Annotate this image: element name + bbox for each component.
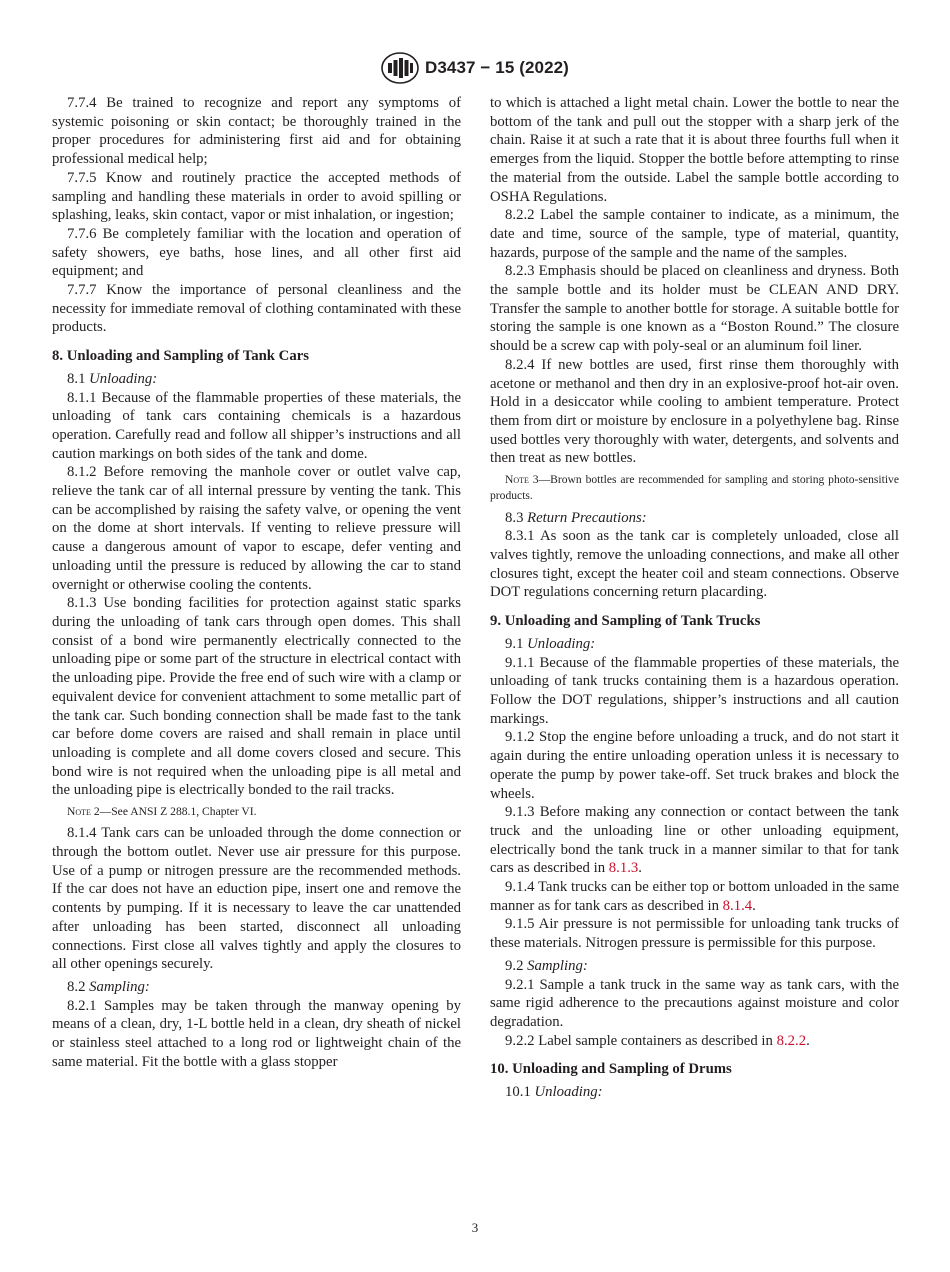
note-3: Note 3—Brown bottles are recommended for sampling and storing photo-sensitive products. (490, 473, 899, 503)
paragraph-8-2-2: 8.2.2 Label the sample container to indicate, as a minimum, the date and time, source of the sample, type of material, quantity, hazards, purpose of the sample and the name of the samples. (490, 207, 899, 261)
subsection-8-1: 8.1 Unloading: (67, 370, 158, 387)
paragraph-9-1-5: 9.1.5 Air pressure is not permissible for unloading tank trucks of these materials. Nitrogen pressure is permissible for this purpose. (490, 916, 899, 952)
paragraph-8-1-1: 8.1.1 Because of the flammable properties of these materials, the unloading of tank cars containing chemicals is a hazardous operation. Carefully read and follow all shipper’s instructions and all caution markings on both sides of the tank and dome. (52, 389, 461, 462)
paragraph-9-1-2: 9.1.2 Stop the engine before unloading a truck, and do not start it again during the entire unloading operation unless it is necessary to operate the pump by power take-off. Set truck brakes and block the wheels. (490, 729, 899, 802)
paragraph-9-1-4: 9.1.4 Tank trucks can be either top or bottom unloaded in the same manner as for tank cars as described in 8.1.4. (490, 879, 899, 914)
paragraph-9-2-2: 9.2.2 Label sample containers as described in 8.2.2. (505, 1032, 810, 1049)
astm-logo-icon (381, 52, 419, 84)
paragraph-8-2-4: 8.2.4 If new bottles are used, first rinse them thoroughly with acetone or methanol and then dry in an explosive-proof hot-air oven. Hold in a desiccator while cooling to ambient temperature. Protect them from dirt or moisture by enclosure in a polyethylene bag. Rinse used bottles very thoroughly with water, detergents, and solvents and then treat as new bottles. (490, 356, 899, 467)
paragraph-8-1-2: 8.1.2 Before removing the manhole cover or outlet valve cap, relieve the tank car of all internal pressure by venting the tank. This can be accomplished by raising the safety valve, or opening the vent on the dome at short intervals. If venting to relieve pressure will cause a dangerous amount of vapor to escape, defer venting and unloading until the pressure is reduced by allowing the car to stand overnight or otherwise cooling the contents. (52, 464, 461, 593)
xref-8-2-2-link[interactable]: 8.2.2 (776, 1032, 807, 1049)
subsection-10-1: 10.1 Unloading: (505, 1084, 603, 1101)
paragraph-8-1-4: 8.1.4 Tank cars can be unloaded through the dome connection or through the bottom outlet. Never use air pressure for this purpose. Use of a pump or nitrogen pressure are the recommended methods. If the car does not have an eduction pipe, insert one and remove the contents by pumping. If it is necessary to leave the car unattended after unloading has been started, disconnect all unloading connections. First close all valves tightly and apply the closures to all other openings securely. (52, 825, 461, 973)
paragraph-9-1-3: 9.1.3 Before making any connection or contact between the tank truck and the unloading line or other unloading equipment, electrically bond the tank truck in a manner similar to that for tank cars as described in 8.1.3. (490, 804, 899, 877)
subsection-8-3: 8.3 Return Precautions: (505, 509, 647, 526)
paragraph-7-7-5: 7.7.5 Know and routinely practice the accepted methods of sampling and handling these materials in order to avoid spilling or splashing, leaks, skin contact, vapor or mist inhalation, or ingestion; (52, 169, 461, 224)
section-8-heading: 8. Unloading and Sampling of Tank Cars (52, 348, 309, 365)
paragraph-8-1-3: 8.1.3 Use bonding facilities for protection against static sparks during the unloading of tank cars through open domes. This shall consist of a bond wire permanently electrically connected to the unloading pipe or some part of the structure in electrical contact with the unloading pipe. Provide the free end of such wire with a clamp or equivalent device for convenient attachment to some metallic part of the tank car. Such bonding connection shall be made fast to the tank car before dome covers are raised and shall remain in place until unloading is complete and all dome covers closed and secure. This bond wire is not required when the unloading pipe is all metal and the unloading pipe is electrically bonded to the rail tracks. (52, 595, 461, 799)
section-10-heading: 10. Unloading and Sampling of Drums (490, 1061, 732, 1078)
page-number: 3 (471, 1220, 479, 1235)
standard-designation: D3437 − 15 (2022) (425, 58, 569, 77)
right-column (490, 94, 899, 1102)
subsection-9-1: 9.1 Unloading: (505, 635, 596, 652)
paragraph-9-2-1: 9.2.1 Sample a tank truck in the same way as tank cars, with the same rigid adherence to the precautions against moisture and color degradation. (490, 976, 899, 1030)
paragraph-7-7-4: 7.7.4 Be trained to recognize and report any symptoms of systemic poisoning or skin contact; be thoroughly trained in the proper procedures for administering first aid and for obtaining professional medical help; (52, 95, 461, 168)
paragraph-7-7-6: 7.7.6 Be completely familiar with the location and operation of safety showers, eye baths, hose lines, and all other first aid equipment; and (52, 225, 461, 280)
left-column (52, 94, 461, 1071)
xref-8-1-4-link[interactable]: 8.1.4 (722, 897, 753, 914)
xref-8-1-3-link[interactable]: 8.1.3 (608, 860, 639, 877)
paragraph-9-1-1: 9.1.1 Because of the flammable properties of these materials, the unloading of tank trucks containing them is a hazardous operation. Follow the DOT regulations, shipper’s instructions and all caution markings. (490, 654, 899, 727)
page-header (0, 52, 950, 84)
paragraph-8-3-1: 8.3.1 As soon as the tank car is completely unloaded, close all valves tightly, remove the unloading connections, and make all other closures tight, except the heater coil and steam connections. Observe DOT regulations concerning return placarding. (490, 528, 899, 601)
paragraph-8-2-3: 8.2.3 Emphasis should be placed on cleanliness and dryness. Both the sample bottle and its holder must be CLEAN AND DRY. Transfer the sample to another bottle for storage. A suitable bottle for storing the sample is one known as a “Boston Round.” The closure should be a screw cap with poly-seal or an aluminum foil liner. (490, 263, 899, 355)
subsection-9-2: 9.2 Sampling: (505, 957, 588, 974)
paragraph-8-2-1-continued: to which is attached a light metal chain. Lower the bottle to near the bottom of the tank and pull out the stopper with a sharp jerk of the chain. Raise it at such a rate that it is about three fourths full when it emerges from the liquid. Stopper the bottle before attempting to rinse the material from the outside. Label the sample bottle according to OSHA Regulations. (490, 95, 899, 205)
paragraph-7-7-7: 7.7.7 Know the importance of personal cleanliness and the necessity for immediate removal of clothing contaminated with these products. (52, 282, 461, 336)
paragraph-8-2-1: 8.2.1 Samples may be taken through the manway opening by means of a clean, dry, 1-L bottle held in a clean, dry sheath of nickel or stainless steel attached to a long rod or lightweight chain of the same material. Fit the bottle with a glass stopper (52, 997, 461, 1070)
subsection-8-2: 8.2 Sampling: (67, 978, 150, 995)
section-9-heading: 9. Unloading and Sampling of Tank Trucks (490, 613, 761, 630)
note-2: Note 2—See ANSI Z 288.1, Chapter VI. (67, 805, 257, 819)
